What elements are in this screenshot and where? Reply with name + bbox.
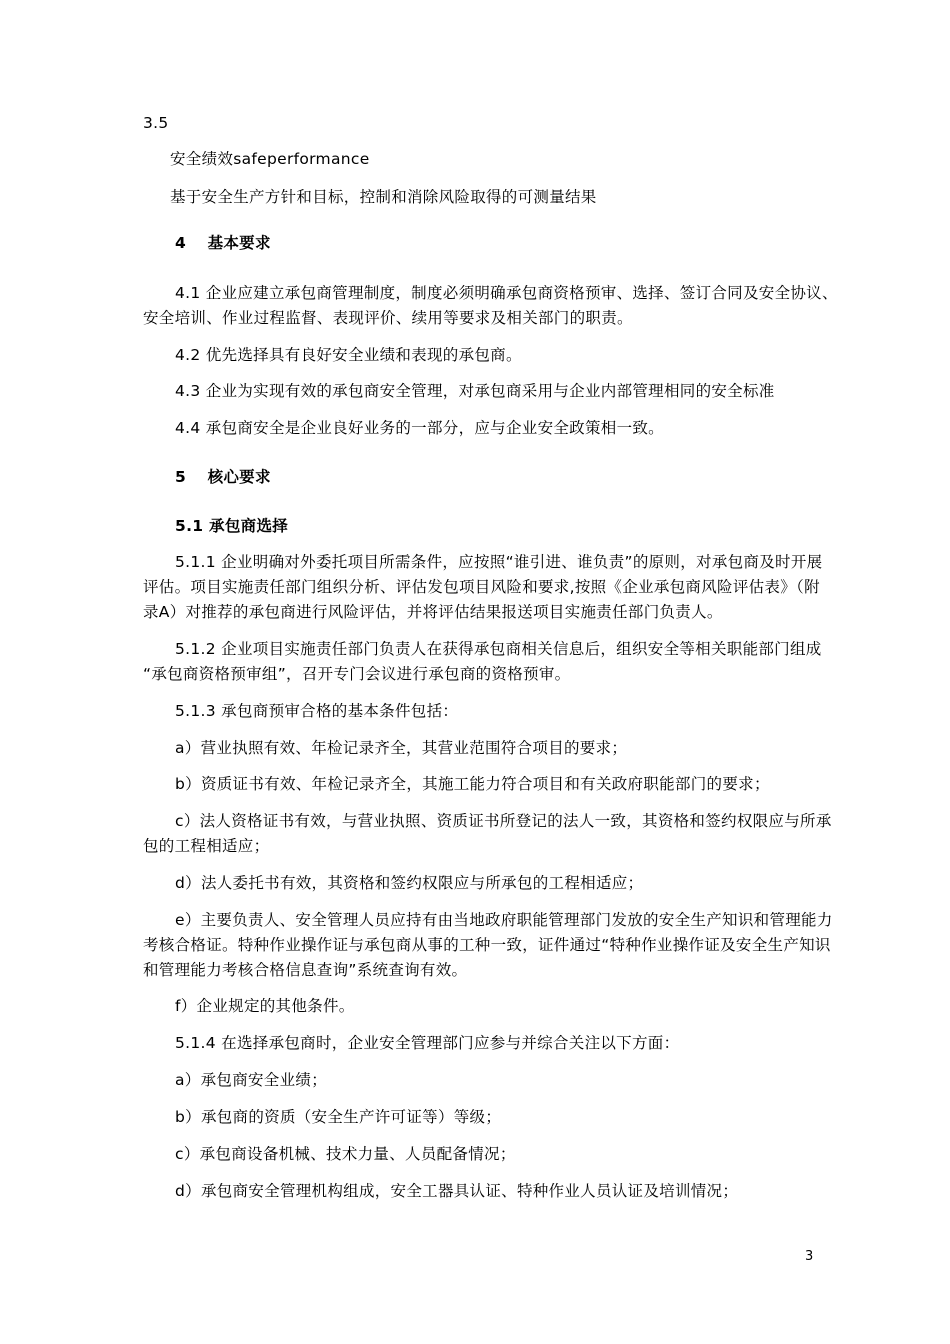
text-line: a）营业执照有效、年检记录齐全，其营业范围符合项目的要求； — [175, 739, 628, 757]
text-line: 5.1.2 企业项目实施责任部门负责人在获得承包商相关信息后，组织安全等相关职能部门组成 — [175, 640, 822, 658]
text-line: 4.4 承包商安全是企业良好业务的一部分，应与企业安全政策相一致。 — [175, 419, 664, 437]
text-line: “承包商资格预审组”，召开专门会议进行承包商的资格预审。 — [143, 665, 571, 683]
page-number: 3 — [805, 1249, 814, 1264]
text-line: 5.1.4 在选择承包商时，企业安全管理部门应参与并综合关注以下方面： — [175, 1034, 680, 1052]
text-line: 和管理能力考核合格信息查询”系统查询有效。 — [143, 961, 468, 979]
text-line: b）资质证书有效、年检记录齐全，其施工能力符合项目和有关政府职能部门的要求； — [175, 775, 770, 793]
text-line: e）主要负责人、安全管理人员应持有由当地政府职能管理部门发放的安全生产知识和管理能力 — [175, 911, 833, 929]
text-line: 3.5 — [143, 114, 169, 132]
text-line: d）承包商安全管理机构组成，安全工器具认证、特种作业人员认证及培训情况； — [175, 1182, 739, 1200]
text-line: 录A）对推荐的承包商进行风险评估，并将评估结果报送项目实施责任部门负责人。 — [143, 603, 723, 621]
text-line: c）法人资格证书有效，与营业执照、资质证书所登记的法人一致，其资格和签约权限应与所承 — [175, 812, 832, 830]
text-line: c）承包商设备机械、技术力量、人员配备情况； — [175, 1145, 516, 1163]
text-line: 安全培训、作业过程监督、表现评价、续用等要求及相关部门的职责。 — [143, 309, 633, 327]
text-line: 考核合格证。特种作业操作证与承包商从事的工种一致，证件通过“特种作业操作证及安全生产知识 — [143, 936, 831, 954]
text-line: 4.1 企业应建立承包商管理制度，制度必须明确承包商资格预审、选择、签订合同及安全协议、 — [175, 284, 838, 302]
text-line: 评估。项目实施责任部门组织分析、评估发包项目风险和要求,按照《企业承包商风险评估表》（附 — [143, 578, 820, 596]
section-heading: 5.1 承包商选择 — [175, 517, 289, 535]
text-line: 4.3 企业为实现有效的承包商安全管理，对承包商采用与企业内部管理相同的安全标准 — [175, 382, 775, 400]
section-heading: 4 基本要求 — [175, 234, 271, 252]
text-line: b）承包商的资质（安全生产许可证等）等级； — [175, 1108, 502, 1126]
text-line: f）企业规定的其他条件。 — [175, 997, 355, 1015]
text-line: 安全绩效safeperformance — [170, 150, 370, 168]
text-line: 5.1.1 企业明确对外委托项目所需条件，应按照“谁引进、谁负责”的原则，对承包商及时开展 — [175, 553, 823, 571]
text-line: d）法人委托书有效，其资格和签约权限应与所承包的工程相适应； — [175, 874, 644, 892]
text-line: 基于安全生产方针和目标，控制和消除风险取得的可测量结果 — [170, 188, 597, 206]
text-line: 5.1.3 承包商预审合格的基本条件包括： — [175, 702, 459, 720]
text-line: 包的工程相适应； — [143, 837, 270, 855]
section-heading: 5 核心要求 — [175, 468, 271, 486]
text-line: 4.2 优先选择具有良好安全业绩和表现的承包商。 — [175, 346, 522, 364]
text-line: a）承包商安全业绩； — [175, 1071, 327, 1089]
